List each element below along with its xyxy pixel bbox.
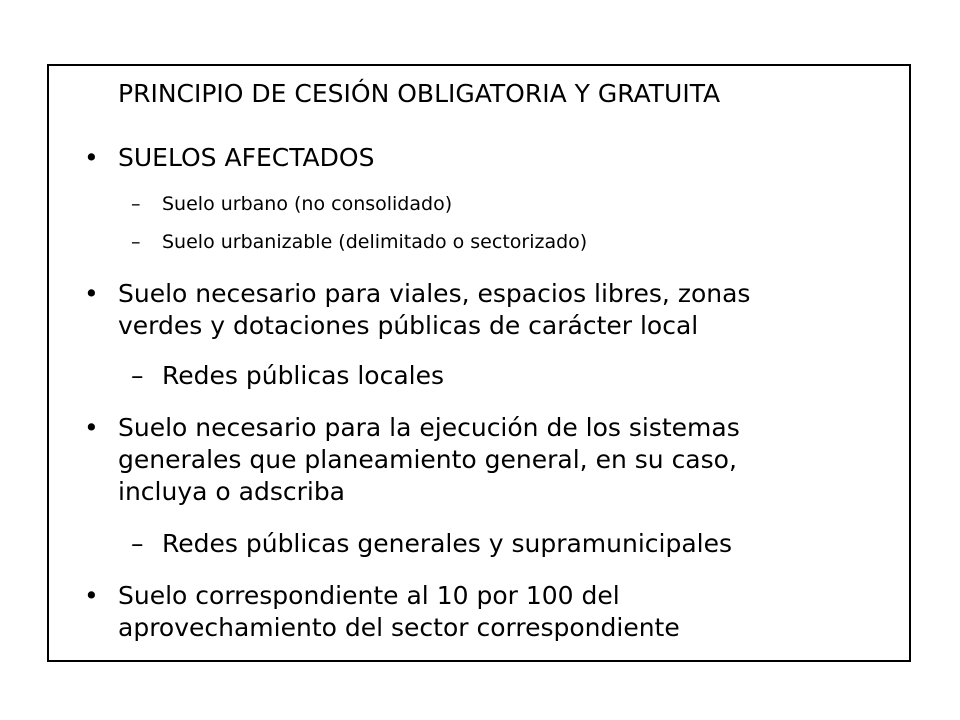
slide-title: PRINCIPIO DE CESIÓN OBLIGATORIA Y GRATUITA: [118, 79, 721, 108]
subitem-redes-locales: Redes públicas locales: [162, 361, 445, 390]
subitem-suelo-urbanizable: Suelo urbanizable (delimitado o sectorizado): [162, 231, 588, 253]
bullet-marker: •: [84, 143, 99, 172]
subitem-redes-generales: Redes públicas generales y supramunicipales: [162, 529, 733, 558]
bullet-sistemas-generales: Suelo necesario para la ejecución de los sistemas generales que planeamiento general, en su caso, incluya o adscriba: [118, 413, 740, 506]
bullet-suelo-viales: Suelo necesario para viales, espacios libres, zonas verdes y dotaciones públicas de carácter local: [118, 279, 751, 340]
subitem-suelo-urbano: Suelo urbano (no consolidado): [162, 193, 453, 215]
bullet-marker: •: [84, 279, 99, 308]
dash-marker: –: [131, 231, 141, 253]
bullet-aprovechamiento: Suelo correspondiente al 10 por 100 del aprovechamiento del sector correspondiente: [118, 581, 680, 642]
dash-marker: –: [131, 193, 141, 215]
dash-marker: –: [131, 361, 144, 390]
bullet-marker: •: [84, 413, 99, 442]
bullet-marker: •: [84, 581, 99, 610]
bullet-suelos-afectados: SUELOS AFECTADOS: [118, 143, 375, 172]
dash-marker: –: [131, 529, 144, 558]
